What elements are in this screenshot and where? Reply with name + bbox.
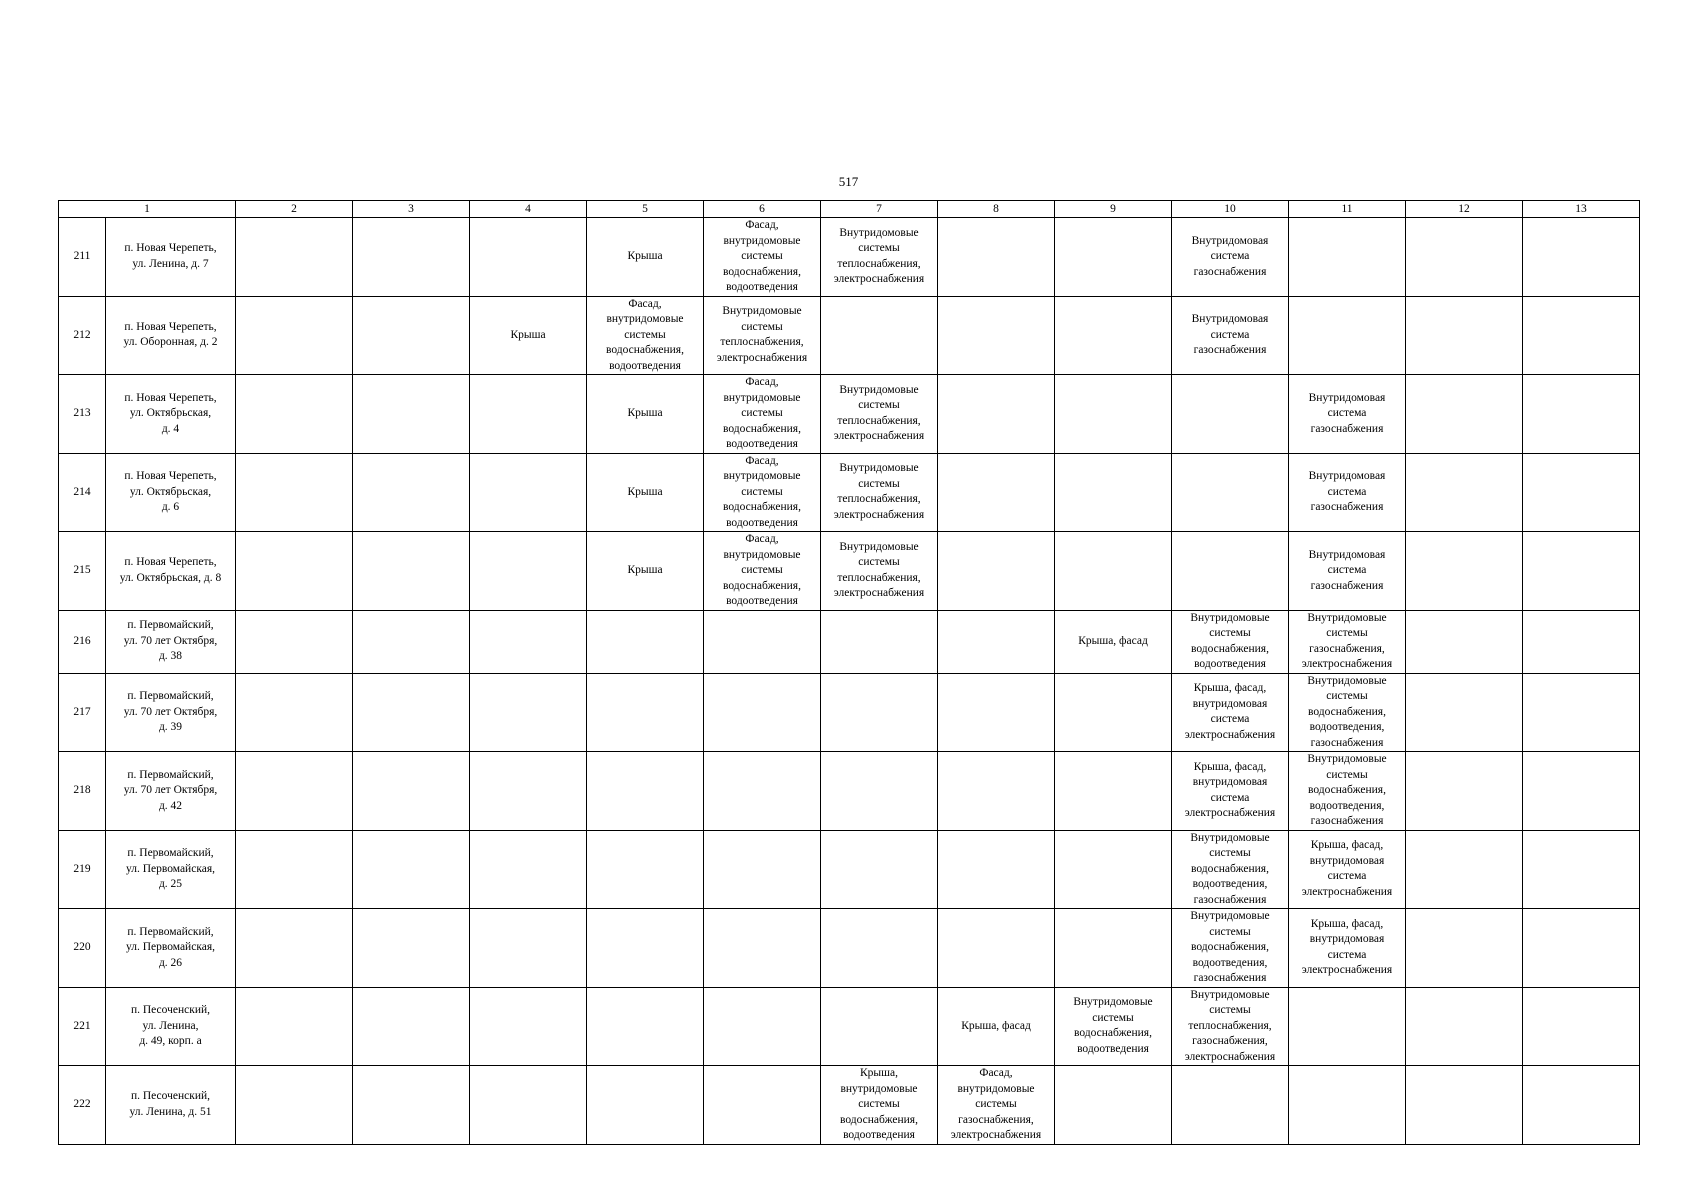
work-cell xyxy=(1055,296,1172,375)
work-cell: Внутридомовые системы теплоснабжения, электроснабжения xyxy=(821,453,938,532)
work-cell xyxy=(1406,987,1523,1066)
work-cell: Внутридомовые системы водоснабжения, водоотведения, газоснабжения xyxy=(1289,752,1406,831)
column-header: 11 xyxy=(1289,201,1406,218)
schedule-table xyxy=(58,200,1640,1145)
work-cell xyxy=(938,752,1055,831)
work-cell xyxy=(1172,453,1289,532)
address-cell: п. Первомайский, ул. 70 лет Октября, д. 38 xyxy=(106,610,236,673)
work-cell xyxy=(587,830,704,909)
work-cell xyxy=(938,610,1055,673)
column-header: 7 xyxy=(821,201,938,218)
work-cell xyxy=(1055,532,1172,611)
work-cell: Фасад, внутридомовые системы водоснабжения, водоотведения xyxy=(704,375,821,454)
work-cell xyxy=(821,987,938,1066)
work-cell xyxy=(236,830,353,909)
work-cell xyxy=(353,673,470,752)
work-cell xyxy=(587,1066,704,1145)
work-cell xyxy=(236,218,353,297)
work-cell: Крыша xyxy=(587,532,704,611)
address-cell: п. Песоченский, ул. Ленина, д. 51 xyxy=(106,1066,236,1145)
row-number: 219 xyxy=(59,830,106,909)
row-number: 215 xyxy=(59,532,106,611)
column-header: 3 xyxy=(353,201,470,218)
work-cell xyxy=(938,296,1055,375)
work-cell xyxy=(470,987,587,1066)
work-cell xyxy=(353,532,470,611)
work-cell xyxy=(587,909,704,988)
table-row xyxy=(59,296,1640,375)
work-cell: Внутридомовые системы теплоснабжения, электроснабжения xyxy=(821,218,938,297)
work-cell: Крыша, фасад, внутридомовая система электроснабжения xyxy=(1172,673,1289,752)
work-cell xyxy=(704,987,821,1066)
column-header: 10 xyxy=(1172,201,1289,218)
work-cell xyxy=(1172,532,1289,611)
work-cell xyxy=(1289,296,1406,375)
row-number: 220 xyxy=(59,909,106,988)
work-cell xyxy=(470,673,587,752)
work-cell xyxy=(470,532,587,611)
table-row xyxy=(59,218,1640,297)
work-cell xyxy=(704,830,821,909)
work-cell xyxy=(1523,296,1640,375)
column-header: 9 xyxy=(1055,201,1172,218)
table-row xyxy=(59,532,1640,611)
work-cell xyxy=(1406,610,1523,673)
work-cell xyxy=(470,218,587,297)
work-cell: Внутридомовые системы водоснабжения, водоотведения xyxy=(1172,610,1289,673)
table-row xyxy=(59,830,1640,909)
work-cell: Внутридомовые системы водоснабжения, водоотведения xyxy=(1055,987,1172,1066)
work-cell xyxy=(1055,673,1172,752)
work-cell: Фасад, внутридомовые системы водоснабжения, водоотведения xyxy=(704,532,821,611)
row-number: 221 xyxy=(59,987,106,1066)
work-cell: Внутридомовая система газоснабжения xyxy=(1289,532,1406,611)
work-cell xyxy=(236,987,353,1066)
work-cell xyxy=(1523,987,1640,1066)
work-cell xyxy=(470,610,587,673)
work-cell xyxy=(470,909,587,988)
work-cell xyxy=(470,1066,587,1145)
table-row xyxy=(59,453,1640,532)
work-cell xyxy=(1406,909,1523,988)
row-number: 217 xyxy=(59,673,106,752)
work-cell xyxy=(353,909,470,988)
work-cell xyxy=(236,453,353,532)
work-cell xyxy=(353,610,470,673)
table-row xyxy=(59,1066,1640,1145)
work-cell xyxy=(1406,532,1523,611)
work-cell xyxy=(353,1066,470,1145)
address-cell: п. Новая Черепеть, ул. Октябрьская, д. 4 xyxy=(106,375,236,454)
work-cell xyxy=(1523,218,1640,297)
header-row xyxy=(59,201,1640,218)
work-cell xyxy=(1172,1066,1289,1145)
column-header: 1 xyxy=(59,201,236,218)
work-cell xyxy=(1406,453,1523,532)
column-header: 5 xyxy=(587,201,704,218)
work-cell: Фасад, внутридомовые системы газоснабжения, электроснабжения xyxy=(938,1066,1055,1145)
work-cell xyxy=(236,673,353,752)
work-cell xyxy=(1523,909,1640,988)
work-cell xyxy=(1523,830,1640,909)
work-cell: Крыша, фасад, внутридомовая система электроснабжения xyxy=(1289,830,1406,909)
work-cell xyxy=(1289,218,1406,297)
row-number: 212 xyxy=(59,296,106,375)
work-cell: Фасад, внутридомовые системы водоснабжения, водоотведения xyxy=(704,218,821,297)
work-cell: Крыша xyxy=(587,375,704,454)
work-cell: Крыша, фасад xyxy=(938,987,1055,1066)
work-cell xyxy=(353,830,470,909)
row-number: 218 xyxy=(59,752,106,831)
work-cell xyxy=(236,296,353,375)
work-cell: Крыша xyxy=(587,218,704,297)
work-cell: Крыша, внутридомовые системы водоснабжения, водоотведения xyxy=(821,1066,938,1145)
work-cell xyxy=(1055,453,1172,532)
work-cell xyxy=(1406,673,1523,752)
work-cell xyxy=(1289,987,1406,1066)
work-cell xyxy=(236,752,353,831)
work-cell xyxy=(1055,830,1172,909)
work-cell xyxy=(1055,909,1172,988)
table-row xyxy=(59,987,1640,1066)
work-cell xyxy=(470,830,587,909)
work-cell xyxy=(821,610,938,673)
work-cell: Внутридомовые системы теплоснабжения, электроснабжения xyxy=(704,296,821,375)
work-cell xyxy=(236,532,353,611)
work-cell xyxy=(938,532,1055,611)
address-cell: п. Первомайский, ул. 70 лет Октября, д. 39 xyxy=(106,673,236,752)
address-cell: п. Новая Черепеть, ул. Октябрьская, д. 6 xyxy=(106,453,236,532)
work-cell xyxy=(353,375,470,454)
work-cell xyxy=(587,987,704,1066)
work-cell: Внутридомовая система газоснабжения xyxy=(1172,218,1289,297)
address-cell: п. Новая Черепеть, ул. Октябрьская, д. 8 xyxy=(106,532,236,611)
work-cell: Внутридомовые системы водоснабжения, водоотведения, газоснабжения xyxy=(1172,909,1289,988)
address-cell: п. Первомайский, ул. Первомайская, д. 26 xyxy=(106,909,236,988)
work-cell xyxy=(938,830,1055,909)
row-number: 222 xyxy=(59,1066,106,1145)
work-cell: Крыша xyxy=(470,296,587,375)
work-cell xyxy=(1523,752,1640,831)
work-cell xyxy=(587,610,704,673)
work-cell xyxy=(1523,673,1640,752)
work-cell xyxy=(1172,375,1289,454)
work-cell xyxy=(1523,375,1640,454)
address-cell: п. Новая Черепеть, ул. Ленина, д. 7 xyxy=(106,218,236,297)
work-cell xyxy=(704,610,821,673)
work-cell: Фасад, внутридомовые системы водоснабжения, водоотведения xyxy=(704,453,821,532)
work-cell xyxy=(353,218,470,297)
work-cell xyxy=(704,673,821,752)
work-cell xyxy=(353,453,470,532)
work-cell xyxy=(938,375,1055,454)
column-header: 12 xyxy=(1406,201,1523,218)
column-header: 8 xyxy=(938,201,1055,218)
work-cell: Внутридомовая система газоснабжения xyxy=(1289,375,1406,454)
work-cell: Внутридомовые системы водоснабжения, водоотведения, газоснабжения xyxy=(1172,830,1289,909)
address-cell: п. Первомайский, ул. Первомайская, д. 25 xyxy=(106,830,236,909)
work-cell: Крыша, фасад, внутридомовая система электроснабжения xyxy=(1172,752,1289,831)
work-cell xyxy=(236,610,353,673)
work-cell: Внутридомовые системы газоснабжения, электроснабжения xyxy=(1289,610,1406,673)
work-cell xyxy=(1523,1066,1640,1145)
row-number: 214 xyxy=(59,453,106,532)
work-cell xyxy=(470,752,587,831)
work-cell xyxy=(1406,218,1523,297)
column-header: 13 xyxy=(1523,201,1640,218)
work-cell xyxy=(1406,752,1523,831)
work-cell: Внутридомовая система газоснабжения xyxy=(1289,453,1406,532)
work-cell: Крыша, фасад, внутридомовая система электроснабжения xyxy=(1289,909,1406,988)
work-cell xyxy=(1523,610,1640,673)
work-cell xyxy=(821,673,938,752)
work-cell: Внутридомовые системы теплоснабжения, электроснабжения xyxy=(821,532,938,611)
address-cell: п. Первомайский, ул. 70 лет Октября, д. 42 xyxy=(106,752,236,831)
work-cell xyxy=(1406,375,1523,454)
work-cell xyxy=(1406,296,1523,375)
work-cell xyxy=(938,673,1055,752)
row-number: 213 xyxy=(59,375,106,454)
work-cell: Крыша, фасад xyxy=(1055,610,1172,673)
work-cell xyxy=(236,1066,353,1145)
page-number: 517 xyxy=(838,174,859,189)
work-cell xyxy=(1289,1066,1406,1145)
work-cell xyxy=(1523,453,1640,532)
work-cell: Внутридомовые системы водоснабжения, водоотведения, газоснабжения xyxy=(1289,673,1406,752)
work-cell xyxy=(587,752,704,831)
table-row xyxy=(59,673,1640,752)
work-cell xyxy=(821,296,938,375)
work-cell xyxy=(938,218,1055,297)
work-cell xyxy=(704,909,821,988)
work-cell xyxy=(353,752,470,831)
column-header: 2 xyxy=(236,201,353,218)
work-cell xyxy=(704,752,821,831)
work-cell xyxy=(821,830,938,909)
work-cell xyxy=(236,375,353,454)
row-number: 211 xyxy=(59,218,106,297)
work-cell xyxy=(938,909,1055,988)
work-cell xyxy=(1055,1066,1172,1145)
address-cell: п. Песоченский, ул. Ленина, д. 49, корп. а xyxy=(106,987,236,1066)
work-cell xyxy=(821,909,938,988)
table-row xyxy=(59,909,1640,988)
work-cell: Внутридомовые системы теплоснабжения, газоснабжения, электроснабжения xyxy=(1172,987,1289,1066)
work-cell xyxy=(704,1066,821,1145)
work-cell xyxy=(353,987,470,1066)
work-cell xyxy=(1055,218,1172,297)
work-cell xyxy=(1406,830,1523,909)
work-cell xyxy=(587,673,704,752)
column-header: 4 xyxy=(470,201,587,218)
table-row xyxy=(59,752,1640,831)
table-row xyxy=(59,610,1640,673)
work-cell xyxy=(1055,752,1172,831)
work-cell xyxy=(821,752,938,831)
work-cell xyxy=(470,453,587,532)
address-cell: п. Новая Черепеть, ул. Оборонная, д. 2 xyxy=(106,296,236,375)
work-cell xyxy=(353,296,470,375)
column-header: 6 xyxy=(704,201,821,218)
row-number: 216 xyxy=(59,610,106,673)
work-cell xyxy=(1406,1066,1523,1145)
work-cell xyxy=(236,909,353,988)
work-cell: Внутридомовая система газоснабжения xyxy=(1172,296,1289,375)
work-cell: Внутридомовые системы теплоснабжения, электроснабжения xyxy=(821,375,938,454)
work-cell xyxy=(470,375,587,454)
work-cell: Фасад, внутридомовые системы водоснабжения, водоотведения xyxy=(587,296,704,375)
work-cell xyxy=(1523,532,1640,611)
table-row xyxy=(59,375,1640,454)
work-cell xyxy=(1055,375,1172,454)
work-cell xyxy=(938,453,1055,532)
work-cell: Крыша xyxy=(587,453,704,532)
